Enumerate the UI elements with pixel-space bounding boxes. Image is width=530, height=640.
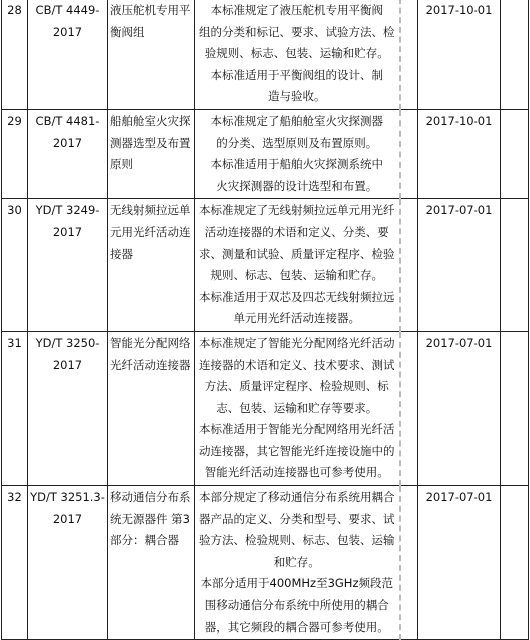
description-line: 组的分类和标记、要求、试验方法、检 (199, 24, 395, 39)
standard-name-line: 光纤活动连接器 (110, 357, 191, 372)
spacer-cell (400, 0, 418, 109)
description-line: 连接器的术语和定义、技术要求、测试 (199, 357, 395, 372)
standard-description (195, 109, 400, 198)
implementation-date: 2017-10-01 (418, 109, 501, 198)
description-line: 志、包装、运输和贮存等要求。 (216, 400, 378, 415)
standard-name-line: 部分：耦合器 (110, 533, 179, 548)
row-number: 28 (2, 0, 28, 109)
blank-cell (501, 199, 529, 332)
description-paragraph (195, 0, 399, 65)
standard-description (195, 199, 400, 332)
description-paragraph (195, 487, 399, 573)
description-paragraph (195, 573, 399, 638)
standards-table-body (2, 0, 529, 640)
blank-cell (501, 109, 529, 198)
description-paragraph (195, 200, 399, 286)
table-row (2, 0, 529, 109)
standard-code-line: CB/T 4449- (35, 3, 100, 17)
description-paragraph (195, 419, 399, 484)
standard-description (195, 331, 400, 485)
standard-name (108, 0, 195, 109)
standard-name-line: 无线射频拉远单 (110, 203, 191, 218)
description-paragraph (195, 287, 399, 330)
description-paragraph (195, 154, 399, 197)
standard-code-line: YD/T 3251.3- (30, 490, 105, 505)
standard-name (108, 109, 195, 198)
standard-name (108, 199, 195, 332)
row-number: 29 (2, 109, 28, 198)
standard-name-line: 衡阀组 (110, 24, 145, 39)
standard-name-line: 测器选型及布置 (110, 135, 191, 150)
row-number: 31 (2, 331, 28, 485)
description-line: 验规则、标志、包装、运输和贮存。 (204, 46, 389, 61)
description-line: 单元用光纤活动连接器。 (233, 311, 360, 326)
description-line: 本部分适用于400MHz至3GHz频段范 (200, 576, 393, 591)
table-row (2, 331, 529, 485)
description-line: 本标准适用于平衡阀组的设计、制 (210, 67, 383, 82)
description-line: 智能光纤活动连接器也可参考使用。 (204, 465, 389, 480)
standard-description (195, 486, 400, 640)
table-row (2, 199, 529, 332)
description-line: 本标准规定了无线射频拉远单元用光纤 (199, 203, 395, 218)
description-line: 造与验收。 (268, 89, 326, 104)
table-row (2, 486, 529, 640)
standard-name-line: 船舶舱室火灾探 (110, 113, 191, 128)
description-line: 动连接器，其它智能光纤连接设施中的 (199, 443, 395, 458)
standard-code-line: YD/T 3250- (35, 335, 100, 350)
description-line: 器产品的定义、分类和型号、要求、试 (199, 511, 395, 526)
description-line: 器，其它频段的耦合器可参考使用。 (204, 619, 389, 634)
standard-name-line: 液压舵机专用平 (110, 3, 191, 17)
standard-name-line: 智能光分配网络 (110, 335, 191, 350)
standard-code-line: CB/T 4481- (35, 113, 100, 128)
standard-name-line: 统无源器件 第3 (110, 511, 190, 526)
description-line: 求、测量和试验、质量评定程序、检验 (199, 246, 395, 261)
implementation-date: 2017-07-01 (418, 331, 501, 485)
standard-code (28, 109, 108, 198)
standard-code-line: YD/T 3249- (35, 203, 100, 218)
description-line: 本部分规定了移动通信分布系统用耦合 (199, 490, 395, 505)
implementation-date: 2017-07-01 (418, 199, 501, 332)
standard-name-line: 原则 (110, 157, 133, 172)
standards-table (1, 0, 529, 640)
description-paragraph (195, 111, 399, 154)
description-line: 围移动通信分布系统中所使用的耦合 (204, 598, 389, 613)
standard-code (28, 0, 108, 109)
description-line: 本标准适用于智能光分配网络用光纤活 (199, 422, 395, 437)
blank-cell (501, 331, 529, 485)
spacer-cell (400, 199, 418, 332)
standard-name (108, 486, 195, 640)
blank-cell (501, 0, 529, 109)
description-line: 规则、标志、包装、运输和贮存。 (210, 268, 383, 283)
standard-name-line: 元用光纤活动连 (110, 224, 191, 239)
standard-name-line: 接器 (110, 246, 133, 261)
blank-cell (501, 486, 529, 640)
description-line: 方法、质量评定程序、检验规则、标 (204, 379, 389, 394)
standard-code-line: 2017 (52, 224, 83, 239)
description-line: 本标准适用于双芯及四芯无线射频拉远 (199, 289, 395, 304)
spacer-cell (400, 486, 418, 640)
description-line: 本标准规定了智能光分配网络光纤活动 (199, 335, 395, 350)
standard-code-line: 2017 (52, 357, 83, 372)
description-line: 的分类、选型原则及布置原则。 (216, 135, 378, 150)
row-number: 32 (2, 486, 28, 640)
row-number: 30 (2, 199, 28, 332)
standard-code (28, 199, 108, 332)
spacer-cell (400, 331, 418, 485)
spacer-cell (400, 109, 418, 198)
standard-code-line: 2017 (52, 135, 83, 150)
standard-name (108, 331, 195, 485)
standard-description (195, 0, 400, 109)
description-line: 本标准适用于船舶火灾探测系统中 (210, 157, 383, 172)
description-paragraph (195, 65, 399, 108)
implementation-date: 2017-10-01 (418, 0, 501, 109)
description-line: 和贮存。 (273, 554, 320, 569)
standard-code (28, 486, 108, 640)
standard-code-line: 2017 (52, 24, 83, 39)
standard-name-line: 移动通信分布系 (110, 490, 191, 505)
description-paragraph (195, 333, 399, 419)
description-line: 本标准规定了船舶舱室火灾探测器 (210, 113, 383, 128)
description-line: 火灾探测器的设计选型和布置。 (216, 178, 378, 193)
description-line: 活动连接器的术语和定义、分类、要 (204, 224, 389, 239)
standard-code-line: 2017 (52, 511, 83, 526)
implementation-date: 2017-07-01 (418, 486, 501, 640)
standard-code (28, 331, 108, 485)
table-row (2, 109, 529, 198)
description-line: 验方法、检验规则、标志、包装、运输 (199, 533, 395, 548)
description-line: 本标准规定了液压舵机专用平衡阀 (210, 3, 383, 17)
